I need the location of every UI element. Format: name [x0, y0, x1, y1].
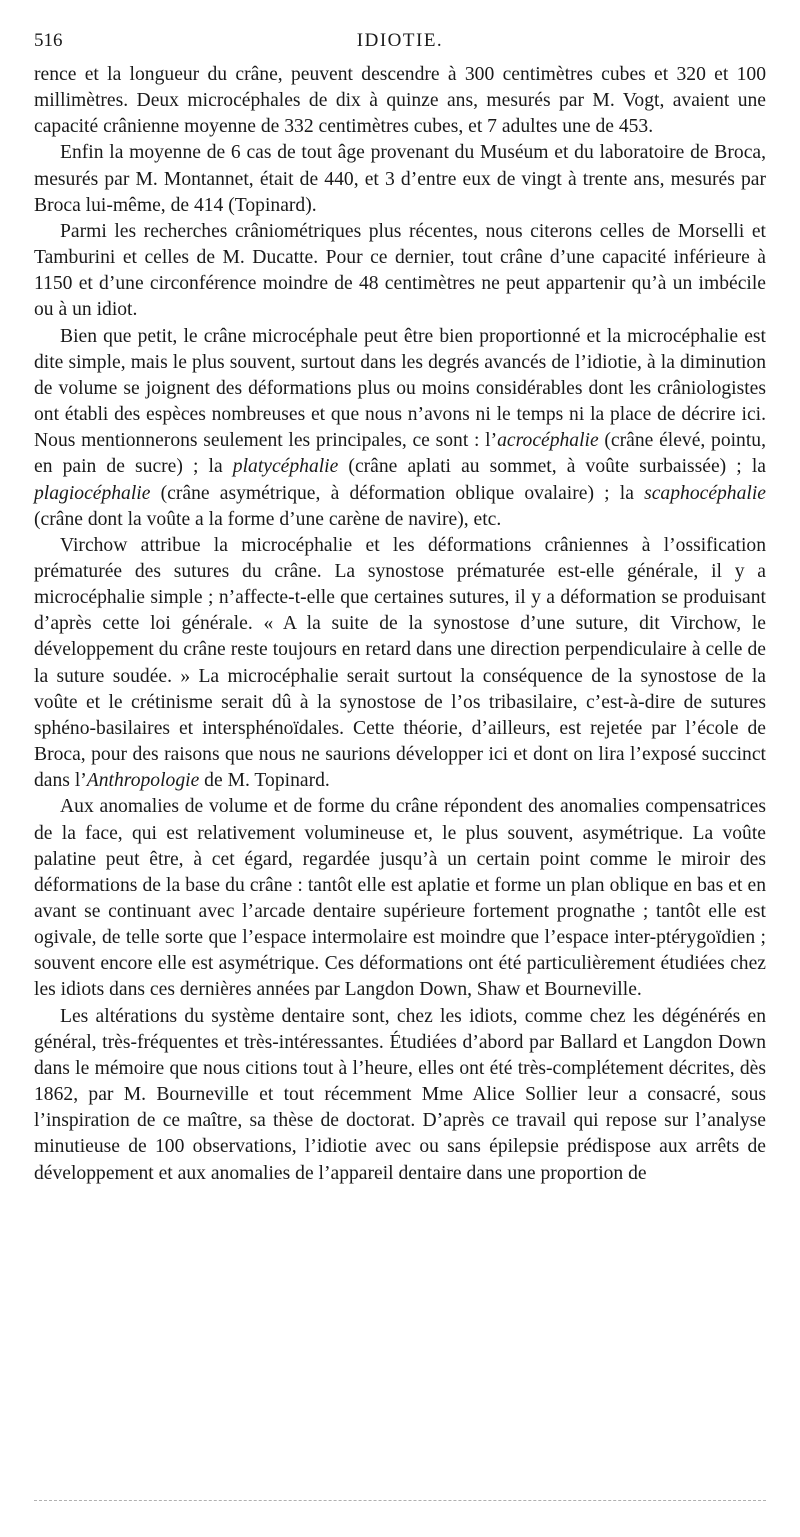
- italic-term: scaphocéphalie: [644, 482, 766, 504]
- paragraph: [34, 1004, 766, 1187]
- text-run: rence et la longueur du crâne, peuvent descendre à 300 centimètres cubes et 320 et 100 millimètres. Deux microcéphales de dix à quinze ans, mesurés par M. Vogt, avaient une capacité crânienne moyenne de 332 centimètres cubes, et 7 adultes une de 453.: [34, 64, 766, 138]
- text-run: (crâne asymétrique, à déformation oblique ovalaire) ; la: [150, 482, 645, 504]
- text-run: (crâne élevé, pointu, en pain de sucre) ; la: [34, 430, 766, 478]
- text-run: Les altérations du système dentaire sont, chez les idiots, comme chez les dégénérés en général, très-fréquentes et très-intéressantes. Étudiées d’abord par Ballard et Langdon Down dans le mémoire que nous citions tout à l’heure, elles ont été très-complétement décrites, dès 1862, par M. Bourneville et tout récemment Mme Alice Sollier leur a consacré, sous l’inspiration de ce maître, sa thèse de doctorat. D’après ce travail qui repose sur l’analyse minutieuse de 100 observations, l’idiotie avec ou sans épilepsie prédispose aux arrêts de développement et aux anomalies de l’appareil dentaire dans une proportion de: [34, 1005, 766, 1184]
- italic-term: platycéphalie: [232, 456, 339, 478]
- text-run: Aux anomalies de volume et de forme du crâne répondent des anomalies compensatrices de la face, qui est relativement volumineuse et, le plus souvent, asymétrique. La voûte palatine peut être, à cet égard, regardée jusqu’à un certain point comme le miroir des déformations de la base du crâne : tantôt elle est aplatie et forme un plan oblique en bas et en avant se continuant avec l’arcade dentaire supérieure fortement prognathe ; tantôt elle est ogivale, de telle sorte que l’espace intermolaire est moindre que l’espace inter-ptérygoïdien ; souvent encore elle est asymétrique. Ces déformations ont été particulièrement étudiées chez les idiots dans ces dernières années par Langdon Down, Shaw et Bourneville.: [34, 796, 766, 1001]
- italic-term: plagiocéphalie: [34, 482, 151, 504]
- footer-rule: [34, 1500, 766, 1501]
- text-run: Virchow attribue la microcéphalie et les déformations crâniennes à l’ossification prématurée des sutures du crâne. La synostose prématurée est-elle générale, il y a microcéphalie simple ; n’affecte-t-elle que certaines sutures, il y a déformation se produisant d’après cette loi générale. « A la suite de la synostose d’une suture, dit Virchow, le développement du crâne reste toujours en retard dans une direction perpendiculaire à celle de la suture soudée. » La microcéphalie serait surtout la conséquence de la synostose de la voûte et le crétinisme serait dû à la synostose de l’os tribasilaire, c’est-à-dire de sutures sphéno-basilaires et intersphénoïdales. Cette théorie, d’ailleurs, est rejetée par l’école de Broca, pour des raisons que nous ne saurions développer ici et dont on lira l’exposé succinct dans l’: [34, 534, 766, 792]
- page-number: 516: [34, 30, 63, 51]
- paragraph: [34, 794, 766, 1003]
- page-body: [34, 62, 766, 1187]
- paragraph: [34, 140, 766, 218]
- paragraph: [34, 62, 766, 140]
- paragraph: [34, 219, 766, 324]
- paragraph: [34, 324, 766, 533]
- text-run: (crâne dont la voûte a la forme d’une carène de navire), etc.: [34, 508, 502, 530]
- italic-term: Anthropologie: [86, 770, 200, 792]
- text-run: Enfin la moyenne de 6 cas de tout âge provenant du Muséum et du laboratoire de Broca, mesurés par M. Montannet, était de 440, et 3 d’entre eux de vingt à trente ans, mesurés par Broca lui-même, de 414 (Topinard).: [34, 142, 766, 216]
- text-run: de M. Topinard.: [199, 770, 330, 792]
- text-run: Bien que petit, le crâne microcéphale peut être bien proportionné et la microcéphalie est dite simple, mais le plus souvent, surtout dans les degrés avancés de l’idiotie, à la diminution de volume se joignent des déformations plus ou moins considérables dont les crâniologistes ont établi des espèces nombreuses et que nous n’avons ni le temps ni la place de décrire ici. Nous mentionnerons seulement les principales, ce sont : l’: [34, 325, 766, 452]
- paragraph: [34, 533, 766, 795]
- italic-term: acrocéphalie: [497, 430, 599, 452]
- text-run: (crâne aplati au sommet, à voûte surbaissée) ; la: [338, 456, 766, 478]
- text-run: Parmi les recherches crâniométriques plus récentes, nous citerons celles de Morselli et Tamburini et celles de M. Ducatte. Pour ce dernier, tout crâne d’une capacité inférieure à 1150 et d’une circonférence moindre de 48 centimètres ne peut appartenir qu’à un imbécile ou à un idiot.: [34, 220, 766, 321]
- page-header: [34, 30, 766, 60]
- running-head: IDIOTIE.: [356, 30, 444, 51]
